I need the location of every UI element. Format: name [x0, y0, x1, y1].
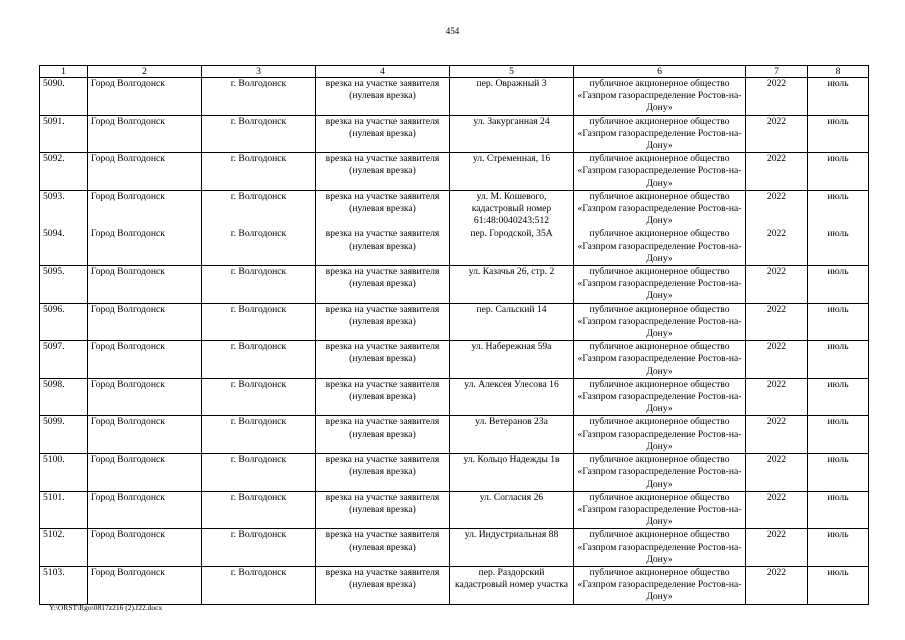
month-cell: июль	[808, 303, 869, 341]
year-cell: 2022	[746, 115, 808, 153]
municipality-cell: Город Волгодонск	[88, 190, 202, 228]
address-cell: ул. Набережная 59а	[450, 341, 574, 379]
row-number: 5092.	[40, 153, 88, 191]
municipality-cell: Город Волгодонск	[88, 115, 202, 153]
locality-cell: г. Волгодонск	[202, 153, 316, 191]
month-cell: июль	[808, 529, 869, 567]
row-number: 5103.	[40, 566, 88, 604]
connection-type-cell: врезка на участке заявителя (нулевая врезка)	[316, 566, 450, 604]
page-number: 454	[445, 26, 460, 36]
organization-cell: публичное акционерное общество «Газпром газораспределение Ростов-на-Дону»	[574, 266, 746, 304]
municipality-cell: Город Волгодонск	[88, 378, 202, 416]
address-cell: ул. Ветеранов 23а	[450, 416, 574, 454]
column-number: 5	[450, 66, 574, 78]
table-row	[40, 491, 869, 529]
address-cell: ул. Стременная, 16	[450, 153, 574, 191]
locality-cell: г. Волгодонск	[202, 529, 316, 567]
column-number-row	[40, 66, 869, 78]
month-cell: июль	[808, 115, 869, 153]
organization-cell: публичное акционерное общество «Газпром газораспределение Ростов-на-Дону»	[574, 303, 746, 341]
address-cell: ул. Согласия 26	[450, 491, 574, 529]
organization-cell: публичное акционерное общество «Газпром газораспределение Ростов-на-Дону»	[574, 153, 746, 191]
month-cell: июль	[808, 228, 869, 266]
month-cell: июль	[808, 566, 869, 604]
year-cell: 2022	[746, 378, 808, 416]
month-cell: июль	[808, 454, 869, 492]
locality-cell: г. Волгодонск	[202, 78, 316, 116]
table-row	[40, 78, 869, 116]
organization-cell: публичное акционерное общество «Газпром газораспределение Ростов-на-Дону»	[574, 454, 746, 492]
month-cell: июль	[808, 491, 869, 529]
month-cell: июль	[808, 190, 869, 228]
row-number: 5095.	[40, 266, 88, 304]
row-number: 5090.	[40, 78, 88, 116]
address-cell: ул. Индустриальная 88	[450, 529, 574, 567]
year-cell: 2022	[746, 491, 808, 529]
municipality-cell: Город Волгодонск	[88, 228, 202, 266]
table-row	[40, 529, 869, 567]
table-row	[40, 566, 869, 604]
month-cell: июль	[808, 378, 869, 416]
locality-cell: г. Волгодонск	[202, 378, 316, 416]
month-cell: июль	[808, 78, 869, 116]
address-cell: пер. Городской, 35А	[450, 228, 574, 266]
connection-type-cell: врезка на участке заявителя (нулевая врезка)	[316, 454, 450, 492]
month-cell: июль	[808, 416, 869, 454]
address-cell: пер. Овражный 3	[450, 78, 574, 116]
row-number: 5099.	[40, 416, 88, 454]
municipality-cell: Город Волгодонск	[88, 416, 202, 454]
column-number: 6	[574, 66, 746, 78]
organization-cell: публичное акционерное общество «Газпром газораспределение Ростов-на-Дону»	[574, 378, 746, 416]
year-cell: 2022	[746, 190, 808, 228]
table-row	[40, 228, 869, 266]
organization-cell: публичное акционерное общество «Газпром газораспределение Ростов-на-Дону»	[574, 78, 746, 116]
column-number: 2	[88, 66, 202, 78]
locality-cell: г. Волгодонск	[202, 566, 316, 604]
municipality-cell: Город Волгодонск	[88, 341, 202, 379]
locality-cell: г. Волгодонск	[202, 190, 316, 228]
address-cell: ул. М. Кошевого, кадастровый номер 61:48:0040243:512	[450, 190, 574, 228]
municipality-cell: Город Волгодонск	[88, 153, 202, 191]
table-row	[40, 341, 869, 379]
connection-type-cell: врезка на участке заявителя (нулевая врезка)	[316, 378, 450, 416]
locality-cell: г. Волгодонск	[202, 341, 316, 379]
year-cell: 2022	[746, 266, 808, 304]
address-cell: ул. Кольцо Надежды 1в	[450, 454, 574, 492]
year-cell: 2022	[746, 78, 808, 116]
table-row	[40, 190, 869, 228]
year-cell: 2022	[746, 529, 808, 567]
address-cell: пер. Раздорский кадастровый номер участка	[450, 566, 574, 604]
row-number: 5097.	[40, 341, 88, 379]
year-cell: 2022	[746, 566, 808, 604]
row-number: 5091.	[40, 115, 88, 153]
address-cell: пер. Сальский 14	[450, 303, 574, 341]
table-row	[40, 153, 869, 191]
municipality-cell: Город Волгодонск	[88, 529, 202, 567]
address-cell: ул. Алексея Улесова 16	[450, 378, 574, 416]
municipality-cell: Город Волгодонск	[88, 78, 202, 116]
row-number: 5094.	[40, 228, 88, 266]
organization-cell: публичное акционерное общество «Газпром газораспределение Ростов-на-Дону»	[574, 566, 746, 604]
organization-cell: публичное акционерное общество «Газпром газораспределение Ростов-на-Дону»	[574, 115, 746, 153]
schedule-table	[39, 65, 869, 605]
year-cell: 2022	[746, 228, 808, 266]
year-cell: 2022	[746, 153, 808, 191]
row-number: 5100.	[40, 454, 88, 492]
locality-cell: г. Волгодонск	[202, 416, 316, 454]
connection-type-cell: врезка на участке заявителя (нулевая врезка)	[316, 529, 450, 567]
connection-type-cell: врезка на участке заявителя (нулевая врезка)	[316, 115, 450, 153]
column-number: 7	[746, 66, 808, 78]
municipality-cell: Город Волгодонск	[88, 266, 202, 304]
row-number: 5093.	[40, 190, 88, 228]
organization-cell: публичное акционерное общество «Газпром газораспределение Ростов-на-Дону»	[574, 529, 746, 567]
year-cell: 2022	[746, 416, 808, 454]
month-cell: июль	[808, 341, 869, 379]
table-row	[40, 266, 869, 304]
locality-cell: г. Волгодонск	[202, 454, 316, 492]
connection-type-cell: врезка на участке заявителя (нулевая врезка)	[316, 416, 450, 454]
connection-type-cell: врезка на участке заявителя (нулевая врезка)	[316, 303, 450, 341]
column-number: 8	[808, 66, 869, 78]
month-cell: июль	[808, 266, 869, 304]
locality-cell: г. Волгодонск	[202, 228, 316, 266]
year-cell: 2022	[746, 303, 808, 341]
row-number: 5102.	[40, 529, 88, 567]
table-row	[40, 115, 869, 153]
organization-cell: публичное акционерное общество «Газпром газораспределение Ростов-на-Дону»	[574, 416, 746, 454]
connection-type-cell: врезка на участке заявителя (нулевая врезка)	[316, 153, 450, 191]
row-number: 5096.	[40, 303, 88, 341]
table-row	[40, 454, 869, 492]
connection-type-cell: врезка на участке заявителя (нулевая врезка)	[316, 228, 450, 266]
address-cell: ул. Закурганная 24	[450, 115, 574, 153]
organization-cell: публичное акционерное общество «Газпром газораспределение Ростов-на-Дону»	[574, 341, 746, 379]
municipality-cell: Город Волгодонск	[88, 491, 202, 529]
row-number: 5098.	[40, 378, 88, 416]
organization-cell: публичное акционерное общество «Газпром газораспределение Ростов-на-Дону»	[574, 190, 746, 228]
year-cell: 2022	[746, 341, 808, 379]
table-row	[40, 303, 869, 341]
locality-cell: г. Волгодонск	[202, 115, 316, 153]
column-number: 4	[316, 66, 450, 78]
locality-cell: г. Волгодонск	[202, 303, 316, 341]
table-row	[40, 416, 869, 454]
connection-type-cell: врезка на участке заявителя (нулевая врезка)	[316, 78, 450, 116]
row-number: 5101.	[40, 491, 88, 529]
connection-type-cell: врезка на участке заявителя (нулевая врезка)	[316, 190, 450, 228]
locality-cell: г. Волгодонск	[202, 491, 316, 529]
organization-cell: публичное акционерное общество «Газпром газораспределение Ростов-на-Дону»	[574, 491, 746, 529]
month-cell: июль	[808, 153, 869, 191]
connection-type-cell: врезка на участке заявителя (нулевая врезка)	[316, 266, 450, 304]
year-cell: 2022	[746, 454, 808, 492]
municipality-cell: Город Волгодонск	[88, 303, 202, 341]
municipality-cell: Город Волгодонск	[88, 454, 202, 492]
connection-type-cell: врезка на участке заявителя (нулевая врезка)	[316, 341, 450, 379]
municipality-cell: Город Волгодонск	[88, 566, 202, 604]
connection-type-cell: врезка на участке заявителя (нулевая врезка)	[316, 491, 450, 529]
column-number: 1	[40, 66, 88, 78]
table-row	[40, 378, 869, 416]
footer-file-path: Y:\ORST\Rgo\0817z216 (2).f22.docx	[49, 603, 163, 612]
locality-cell: г. Волгодонск	[202, 266, 316, 304]
column-number: 3	[202, 66, 316, 78]
organization-cell: публичное акционерное общество «Газпром газораспределение Ростов-на-Дону»	[574, 228, 746, 266]
address-cell: ул. Казачья 26, стр. 2	[450, 266, 574, 304]
